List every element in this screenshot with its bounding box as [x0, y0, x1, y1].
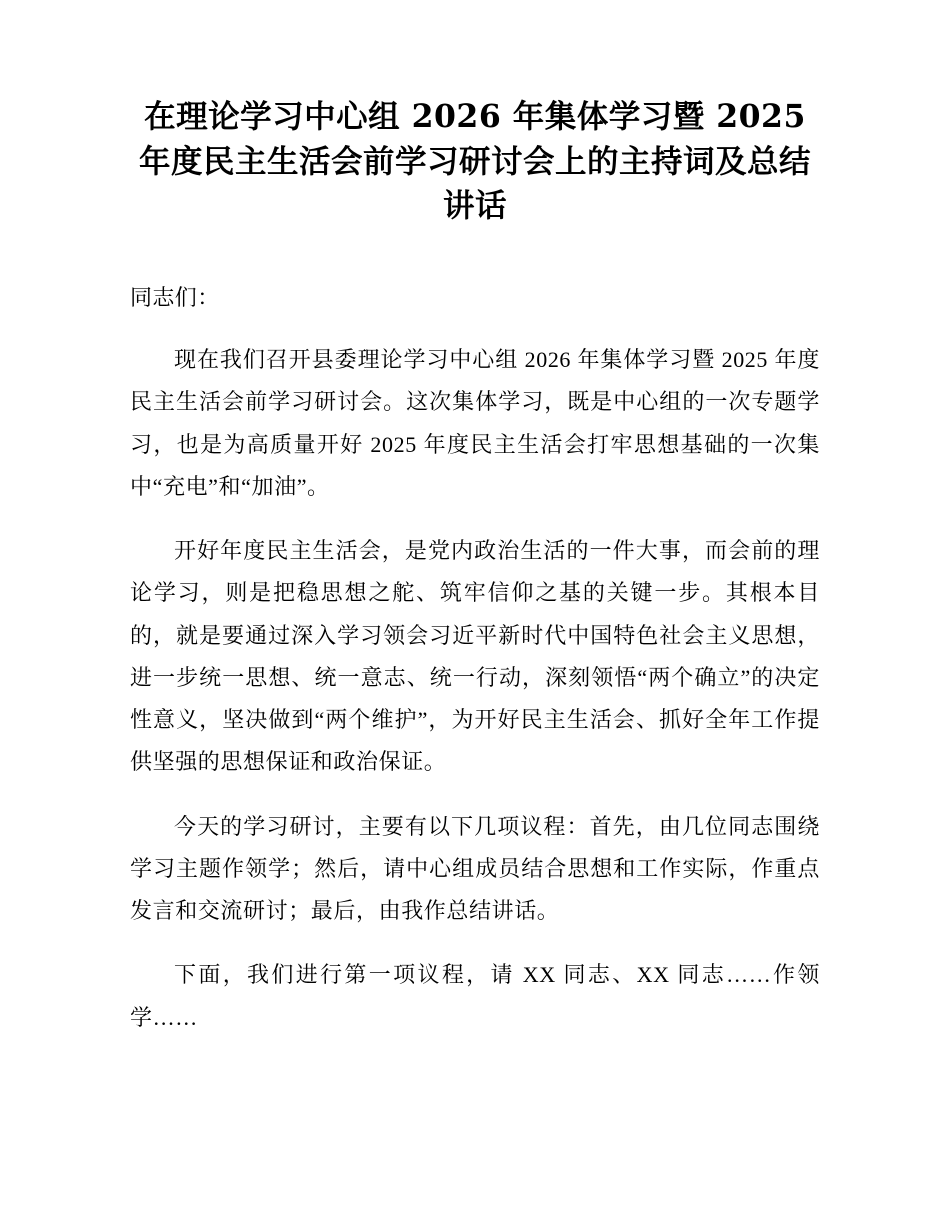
page-title: 在理论学习中心组 2026 年集体学习暨 2025 年度民主生活会前学习研讨会上的主持词及总结讲话 [138, 98, 811, 225]
paragraph-1: 现在我们召开县委理论学习中心组 2026 年集体学习暨 2025 年度民主生活会前学习研讨会。这次集体学习，既是中心组的一次专题学习，也是为高质量开好 2025 年度民主生活会打牢思想基础的一次集中“充电”和“加油”。 [130, 347, 820, 499]
paragraph-3: 今天的学习研讨，主要有以下几项议程：首先，由几位同志围绕学习主题作领学；然后，请中心组成员结合思想和工作实际，作重点发言和交流研讨；最后，由我作总结讲话。 [130, 813, 820, 924]
salutation: 同志们： [130, 285, 220, 311]
paragraph-2: 开好年度民主生活会，是党内政治生活的一件大事，而会前的理论学习，则是把稳思想之舵、筑牢信仰之基的关键一步。其根本目的，就是要通过深入学习领会习近平新时代中国特色社会主义思想，进一步统一思想、统一意志、统一行动，深刻领悟“两个确立”的决定性意义，坚决做到“两个维护”，为开好民主生活会、抓好全年工作提供坚强的思想保证和政治保证。 [130, 538, 820, 775]
paragraph-4: 下面，我们进行第一项议程，请 XX 同志、XX 同志……作领学…… [130, 962, 820, 1030]
